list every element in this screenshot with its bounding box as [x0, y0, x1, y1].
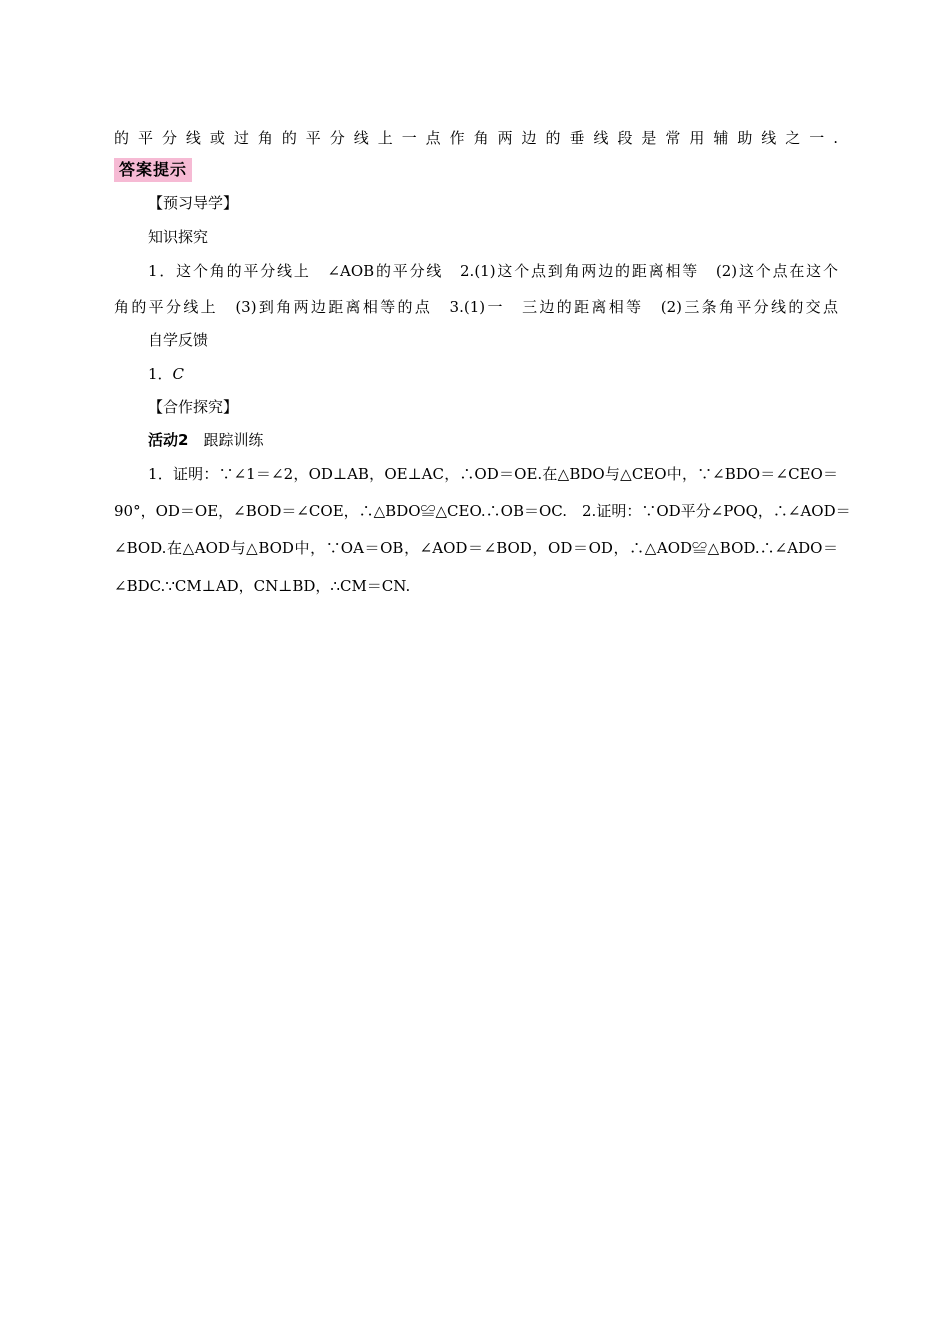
- proof-line-2: 90°，OD＝OE，∠BOD＝∠COE，∴△BDO≌△CEO.∴OB＝OC. 2.证明：∵OD平分∠POQ，∴∠AOD＝: [114, 502, 851, 520]
- section-preview-heading: 【预习导学】: [148, 194, 239, 212]
- activity-label: 活动2: [148, 431, 189, 449]
- feedback-answer: [148, 364, 838, 384]
- answer-hint-badge: 答案提示: [114, 158, 192, 182]
- intro-paragraph-line: 的平分线或过角的平分线上一点作角两边的垂线段是常用辅助线之一.: [114, 129, 838, 147]
- section-cooperate-heading: 【合作探究】: [148, 398, 239, 416]
- knowledge-heading: 知识探究: [148, 228, 209, 246]
- knowledge-answer-line-1: 1．这个角的平分线上 ∠AOB的平分线 2.(1)这个点到角两边的距离相等 (2)这个点在这个: [148, 262, 838, 280]
- activity-heading: [148, 430, 838, 450]
- feedback-answer-letter: C: [172, 365, 185, 383]
- proof-line-3: ∠BOD.在△AOD与△BOD中，∵OA＝OB，∠AOD＝∠BOD，OD＝OD，∴△AOD≌△BOD.∴∠ADO＝: [114, 539, 838, 557]
- feedback-answer-number: 1．: [148, 365, 173, 383]
- knowledge-answer-line-2: 角的平分线上 (3)到角两边距离相等的点 3.(1)一 三边的距离相等 (2)三条角平分线的交点: [114, 298, 838, 316]
- proof-line-1: 1．证明：∵∠1＝∠2，OD⊥AB，OE⊥AC，∴OD＝OE.在△BDO与△CEO中，∵∠BDO＝∠CEO＝: [148, 465, 838, 483]
- proof-line-4: ∠BDC.∵CM⊥AD，CN⊥BD，∴CM＝CN.: [114, 577, 411, 595]
- feedback-heading: 自学反馈: [148, 331, 209, 349]
- activity-title: 跟踪训练: [188, 431, 264, 449]
